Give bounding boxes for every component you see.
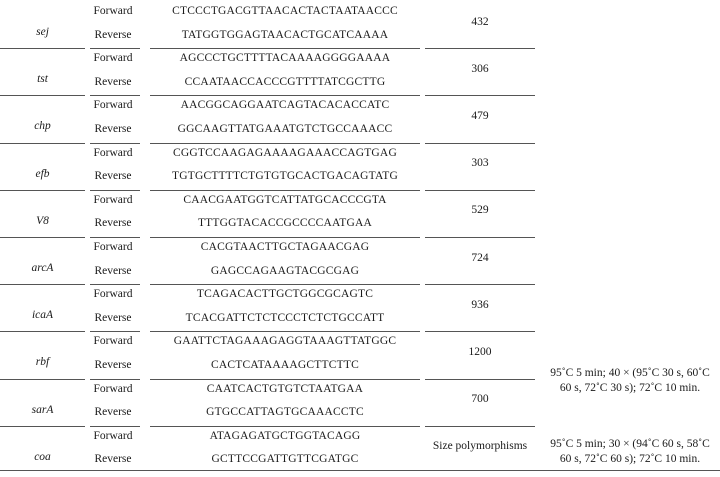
reverse-label: Reverse [94,264,132,277]
forward-primer-sequence: TCAGACACTTGCTGGCGCAGTC [196,288,374,301]
row-separator [425,237,535,238]
forward-label: Forward [93,52,133,65]
forward-primer-sequence: CAACGAATGGTCATTATGCACCCGTA [183,193,387,206]
pcr-conditions-cell-a [540,366,720,396]
gene-name: sej [36,26,49,39]
reverse-label: Reverse [94,75,132,88]
row-separator [425,48,535,49]
reverse-primer-sequence: GAGCCAGAAGTACGCGAG [210,264,360,277]
forward-primer-sequence: CACGTAACTTGCTAGAACGAG [200,241,370,253]
gene-name: efb [35,167,50,180]
reverse-label: Reverse [94,311,132,324]
forward-label: Forward [93,288,133,301]
row-separator [425,426,535,427]
reverse-primer-sequence: TATGGTGGAGTAACACTGCATCAAAA [181,28,389,41]
forward-primer-sequence: GAATTCTAGAAAGAGGTAAAGTTATGGC [173,335,397,348]
forward-label: Forward [93,99,133,112]
row-separator [0,284,85,285]
forward-primer-sequence: CTCCCTGACGTTAACACTACTAATAACCC [172,5,398,17]
row-separator [150,379,420,380]
row-separator [90,426,140,427]
amplicon-size: 432 [471,15,489,28]
row-separator [150,95,420,96]
reverse-label: Reverse [94,170,132,183]
row-separator [0,331,85,332]
forward-primer-sequence: AGCCCTGCTTTTACAAAAGGGGAAAA [179,52,391,65]
reverse-primer-sequence: TGTGCTTTTCTGTGTGCACTGACAGTATG [172,170,398,183]
gene-name: icaA [31,309,54,322]
forward-primer-sequence: AACGGCAGGAATCAGTACACACCATC [180,99,390,112]
gene-name: sarA [31,403,54,416]
row-separator [90,284,140,285]
amplicon-size: 479 [471,110,489,123]
row-separator [150,426,420,427]
row-separator [150,331,420,332]
forward-label: Forward [93,5,133,17]
row-separator [0,48,85,49]
row-separator [425,331,535,332]
amplicon-size: 1200 [468,346,492,359]
amplicon-size: 306 [471,62,489,75]
row-separator [90,379,140,380]
row-separator [425,95,535,96]
amplicon-size: 724 [471,251,489,264]
row-separator [150,143,420,144]
row-separator [150,284,420,285]
row-separator [90,48,140,49]
gene-name: V8 [36,214,49,227]
forward-primer-sequence: ATAGAGATGCTGGTACAGG [209,429,361,442]
amplicon-size: Size polymorphisms [432,440,528,453]
reverse-label: Reverse [94,28,132,41]
row-separator [150,237,420,238]
row-separator [90,331,140,332]
amplicon-size: 529 [471,204,489,217]
forward-primer-sequence: CAATCACTGTGTCTAATGAA [206,382,364,395]
amplicon-size: 303 [471,157,489,170]
forward-label: Forward [93,335,133,348]
gene-name: tst [37,73,48,86]
row-separator [90,237,140,238]
forward-primer-sequence: CGGTCCAAGAGAAAAGAAACCAGTGAG [173,146,397,159]
row-separator [90,95,140,96]
reverse-label: Reverse [94,453,132,466]
gene-name: arcA [31,262,54,275]
reverse-primer-sequence: TTTGGTACACCGCCCCAATGAA [197,217,373,230]
pcr-conditions-b-line1: 95˚C 5 min; 30 × (94˚C 60 s, 58˚C [550,438,710,450]
amplicon-size: 700 [471,393,489,406]
pcr-conditions-a-line2: 60 s, 72˚C 30 s); 72˚C 10 min. [559,382,701,394]
reverse-primer-sequence: GGCAAGTTATGAAATGTCTGCCAAACC [177,123,393,135]
forward-label: Forward [93,241,133,253]
row-separator [0,379,85,380]
row-separator [150,190,420,191]
row-separator [90,143,140,144]
row-separator [0,190,85,191]
row-separator [0,426,85,427]
reverse-label: Reverse [94,406,132,419]
reverse-primer-sequence: CACTCATAAAAGCTTCTTC [211,359,359,371]
pcr-conditions-cell-b [540,437,720,467]
row-separator [90,190,140,191]
reverse-label: Reverse [94,359,132,371]
row-separator [0,143,85,144]
row-separator [425,190,535,191]
row-separator [0,95,85,96]
reverse-primer-sequence: GCTTCCGATTGTTCGATGC [211,453,359,466]
forward-label: Forward [93,193,133,206]
pcr-conditions-b-line2: 60 s, 72˚C 60 s); 72˚C 10 min. [559,453,701,465]
row-separator [425,284,535,285]
table-bottom-rule [0,470,720,471]
reverse-label: Reverse [94,123,132,135]
reverse-primer-sequence: CCAATAACCACCCGTTTTATCGCTTG [184,75,386,88]
reverse-primer-sequence: GTGCCATTAGTGCAAACCTC [206,406,364,419]
row-separator [0,237,85,238]
gene-name: rbf [35,356,50,369]
row-separator [425,379,535,380]
forward-label: Forward [93,146,133,159]
gene-name: coa [34,450,51,463]
row-separator [150,48,420,49]
amplicon-size: 936 [471,298,489,311]
forward-label: Forward [93,429,133,442]
row-separator [425,143,535,144]
gene-name: chp [34,120,51,133]
reverse-primer-sequence: TCACGATTCTCTCCCTCTCTGCCATT [185,311,385,324]
reverse-label: Reverse [94,217,132,230]
pcr-conditions-a-line1: 95˚C 5 min; 40 × (95˚C 30 s, 60˚C [550,367,710,379]
forward-label: Forward [93,382,133,395]
